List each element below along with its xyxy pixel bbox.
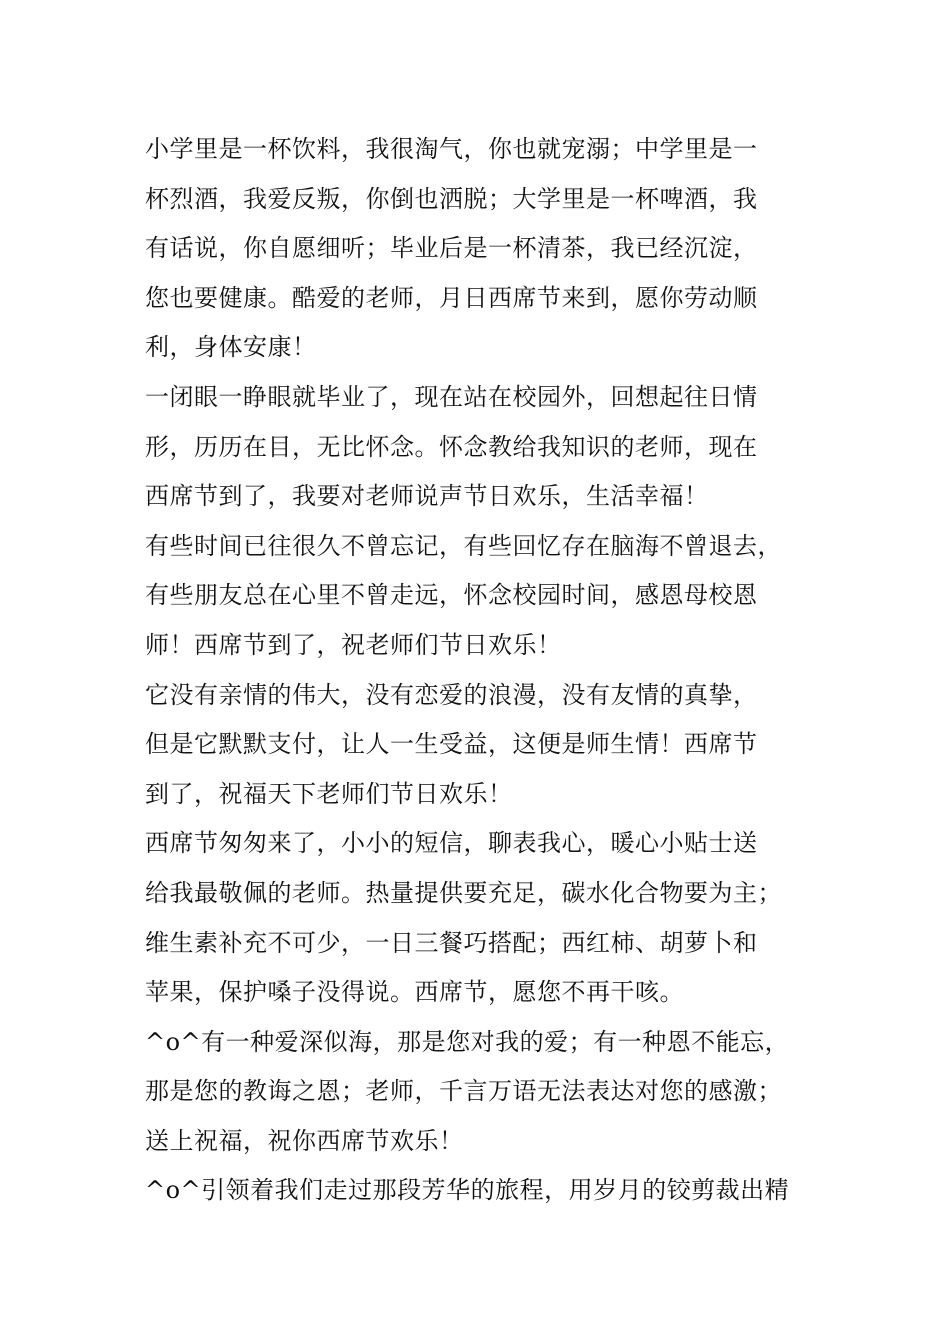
- text-line: ^o^引领着我们走过那段芳华的旅程，用岁月的铰剪裁出精: [145, 1176, 790, 1205]
- document-body: [145, 125, 805, 1216]
- text-line: 一闭眼一睁眼就毕业了，现在站在校园外，回想起往日情: [145, 382, 758, 411]
- text-line: 有些时间已往很久不曾忘记，有些回忆存在脑海不曾退去，: [145, 531, 782, 560]
- text-line: 送上祝福，祝你西席节欢乐！: [145, 1126, 464, 1155]
- text-line: 小学里是一杯饮料，我很淘气，你也就宠溺；中学里是一: [145, 135, 758, 163]
- text-line: 但是它默默支付，让人一生受益，这便是师生情！西席节: [145, 730, 758, 759]
- text-line: 杯烈酒，我爱反叛，你倒也洒脱；大学里是一杯啤酒，我: [145, 184, 758, 213]
- text-line: 那是您的教诲之恩；老师，千言万语无法表达对您的感激；: [145, 1077, 782, 1106]
- text-line: 利，身体安康！: [145, 333, 317, 362]
- text-line: 您也要健康。酷爱的老师，月日西席节来到，愿你劳动顺: [145, 283, 758, 312]
- text-line: 到了，祝福天下老师们节日欢乐！: [145, 779, 513, 808]
- text-line: 西席节到了，我要对老师说声节日欢乐，生活幸福！: [145, 482, 709, 511]
- text-line: 苹果，保护嗓子没得说。西席节，愿您不再干咳。: [145, 978, 684, 1007]
- text-line: 有话说，你自愿细听；毕业后是一杯清茶，我已经沉淀，: [145, 234, 758, 263]
- text-line: 它没有亲情的伟大，没有恋爱的浪漫，没有友情的真挚，: [145, 680, 758, 709]
- text-line: 师！西席节到了，祝老师们节日欢乐！: [145, 630, 562, 659]
- text-line: 有些朋友总在心里不曾走远，怀念校园时间，感恩母校恩: [145, 581, 758, 610]
- text-line: 维生素补充不可少，一日三餐巧搭配；西红柿、胡萝卜和: [145, 928, 758, 957]
- text-line: 西席节匆匆来了，小小的短信，聊表我心，暖心小贴士送: [145, 829, 758, 858]
- text-line: 形，历历在目，无比怀念。怀念教给我知识的老师，现在: [145, 432, 758, 461]
- text-line: ^o^有一种爱深似海，那是您对我的爱；有一种恩不能忘，: [145, 1027, 790, 1056]
- text-line: 给我最敬佩的老师。热量提供要充足，碳水化合物要为主；: [145, 878, 782, 907]
